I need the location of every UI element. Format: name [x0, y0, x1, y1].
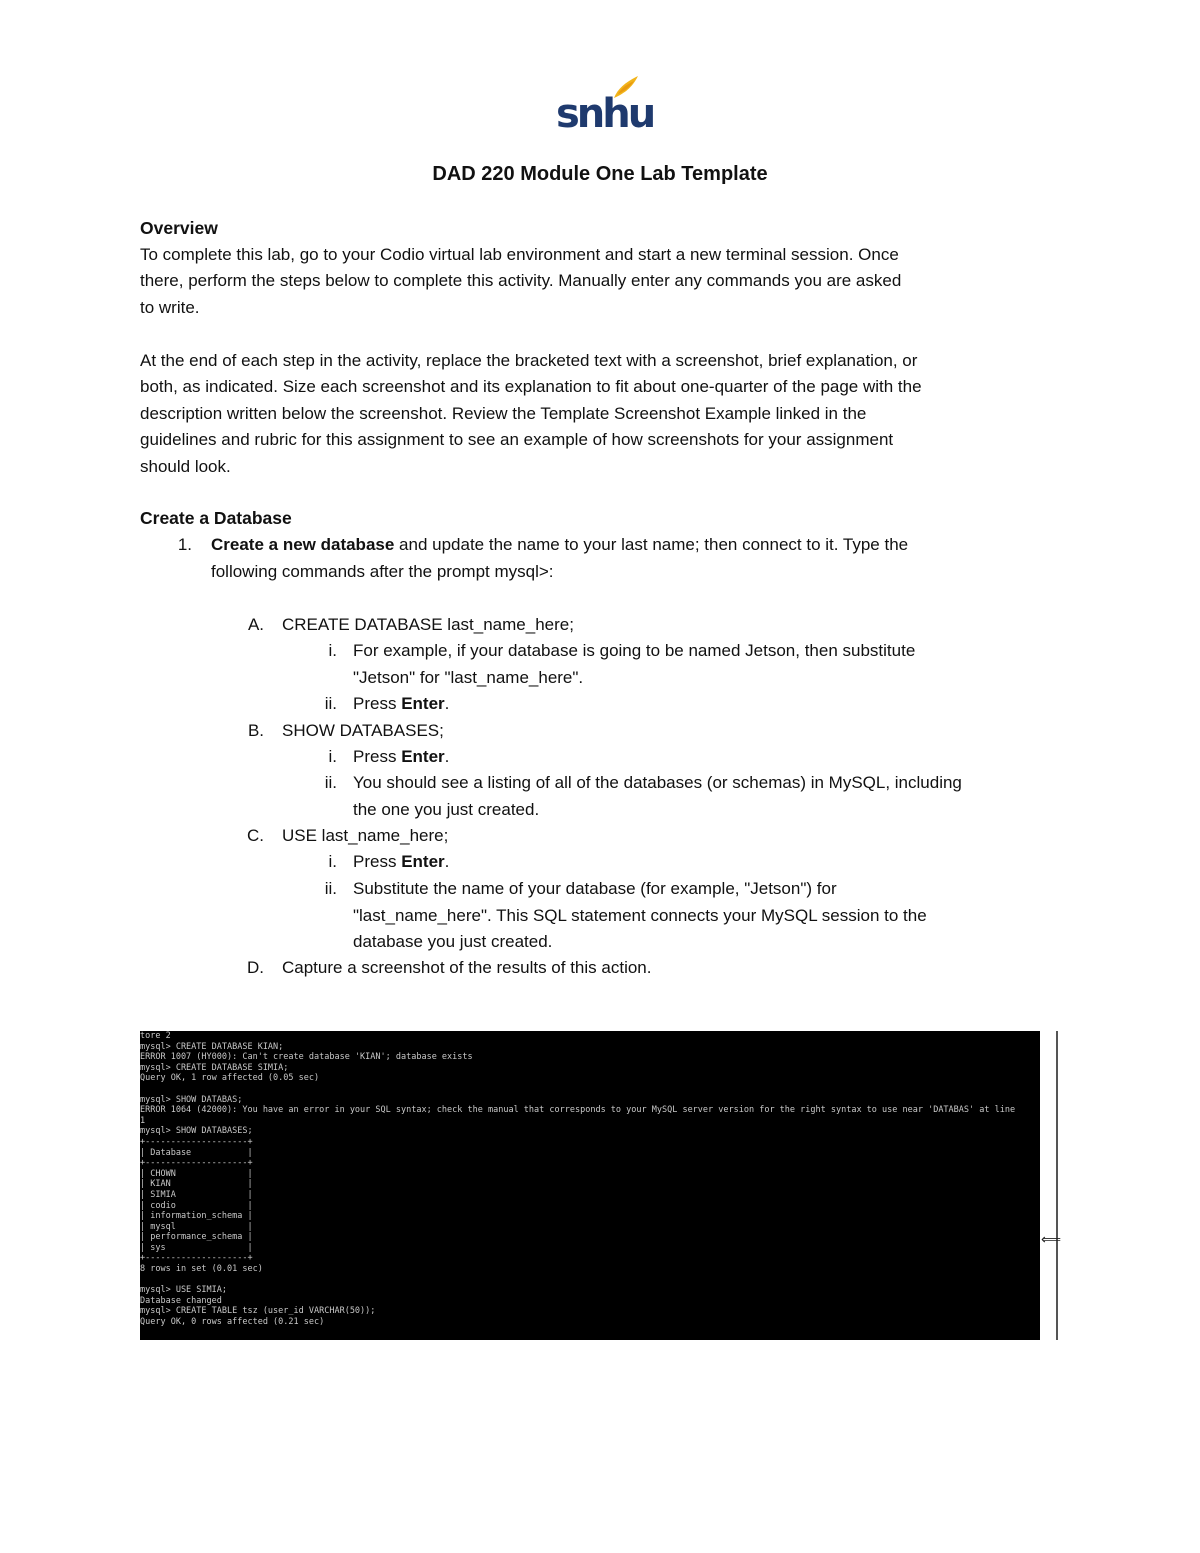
terminal-line: Database changed: [140, 1295, 222, 1306]
substep-d: [240, 955, 1060, 982]
terminal-line: [140, 1275, 1040, 1286]
substep-text: .: [444, 852, 450, 871]
logo-text: snhu: [556, 91, 654, 137]
substep-text: database you just created.: [353, 932, 553, 951]
key-name: Enter: [401, 852, 445, 871]
terminal-line: [140, 1084, 1040, 1095]
terminal-line: mysql> CREATE DATABASE KIAN;: [140, 1041, 284, 1052]
terminal-line: mysql> SHOW DATABASES;: [140, 1126, 253, 1137]
terminal-screenshot: [140, 1031, 1040, 1340]
substep-a-i: [305, 638, 1065, 691]
substep-label: i.: [328, 641, 337, 660]
substep-label: B.: [247, 721, 264, 740]
resize-handle-icon[interactable]: ⟸: [1041, 1232, 1062, 1248]
substep-label: D.: [247, 958, 264, 977]
substep-b-i: [305, 744, 1065, 771]
terminal-line: 1: [140, 1115, 146, 1126]
step-1: [170, 532, 1050, 585]
terminal-line: tore 2: [140, 1031, 171, 1041]
snhu-logo: [556, 72, 654, 137]
terminal-line: | mysql |: [140, 1221, 253, 1232]
substep-text: Press: [353, 694, 402, 713]
substep-text: CREATE DATABASE last_name_here;: [282, 615, 574, 634]
substep-label: A.: [247, 615, 264, 634]
substep-b: [240, 718, 1060, 745]
substep-text: Capture a screenshot of the results of this action.: [282, 958, 652, 977]
substep-label: i.: [328, 747, 337, 766]
overview-para1-line: To complete this lab, go to your Codio virtual lab environment and start a new terminal session. Once: [140, 244, 899, 264]
terminal-line: mysql> USE SIMIA;: [140, 1285, 227, 1296]
substep-a: [240, 612, 1060, 639]
overview-heading: Overview: [140, 218, 218, 238]
section-heading: Create a Database: [140, 508, 292, 528]
substep-label: i.: [328, 852, 337, 871]
overview-para2-line: should look.: [140, 456, 231, 476]
terminal-line: | sys |: [140, 1242, 253, 1253]
step-text: following commands after the prompt mysql>:: [211, 561, 554, 581]
substep-label: C.: [247, 826, 264, 845]
step-bold: Create a new database: [211, 535, 395, 554]
step-text: and update the name to your last name; then connect to it. Type the: [394, 535, 909, 554]
image-border: [1056, 1031, 1058, 1340]
substep-text: "last_name_here". This SQL statement connects your MySQL session to the: [353, 905, 927, 925]
substep-label: ii.: [324, 879, 337, 898]
terminal-line: Query OK, 1 row affected (0.05 sec): [140, 1073, 320, 1084]
substep-text: "Jetson" for "last_name_here".: [353, 667, 584, 687]
substep-text: the one you just created.: [353, 799, 540, 819]
substep-label: ii.: [324, 773, 337, 792]
substep-c-i: [305, 849, 1065, 876]
terminal-line: mysql> SHOW DATABAS;: [140, 1094, 243, 1105]
terminal-line: | SIMIA |: [140, 1189, 253, 1200]
terminal-line: mysql> CREATE DATABASE SIMIA;: [140, 1062, 289, 1073]
substep-text: You should see a listing of all of the databases (or schemas) in MySQL, including: [353, 773, 962, 792]
create-database-heading: [140, 505, 1070, 532]
substep-text: Substitute the name of your database (for example, "Jetson") for: [353, 879, 837, 898]
substep-label: ii.: [324, 694, 337, 713]
terminal-line: | information_schema |: [140, 1211, 253, 1222]
overview-para2-line: guidelines and rubric for this assignment to see an example of how screenshots for your assignment: [140, 430, 894, 449]
substep-text: For example, if your database is going to be named Jetson, then substitute: [353, 641, 916, 660]
substep-text: Press: [353, 747, 402, 766]
substep-a-ii: [305, 691, 1065, 718]
substep-text: .: [444, 694, 450, 713]
overview-para1-line: there, perform the steps below to complete this activity. Manually enter any commands you are asked: [140, 271, 902, 290]
key-name: Enter: [401, 694, 445, 713]
terminal-line: 8 rows in set (0.01 sec): [140, 1264, 263, 1275]
overview-para2-line: both, as indicated. Size each screenshot and its explanation to fit about one-quarter of the page with the: [140, 377, 922, 396]
terminal-line: | performance_schema |: [140, 1232, 253, 1243]
substep-text: SHOW DATABASES;: [282, 721, 444, 740]
key-name: Enter: [401, 747, 445, 766]
terminal-line: | CHOWN |: [140, 1168, 253, 1179]
overview-para2-line: description written below the screenshot. Review the Template Screenshot Example linked in the: [140, 403, 867, 423]
substep-b-ii: [305, 770, 1065, 823]
terminal-line: +--------------------+: [140, 1136, 253, 1147]
terminal-line: +--------------------+: [140, 1158, 253, 1169]
terminal-line: | codio |: [140, 1200, 253, 1211]
substep-text: .: [444, 747, 450, 766]
terminal-line: | Database |: [140, 1147, 253, 1158]
terminal-line: Query OK, 0 rows affected (0.21 sec): [140, 1317, 325, 1328]
substep-text: USE last_name_here;: [282, 826, 449, 845]
terminal-line: ERROR 1007 (HY000): Can't create database 'KIAN'; database exists: [140, 1052, 473, 1063]
terminal-line: | KIAN |: [140, 1179, 253, 1190]
overview-section: [140, 215, 1070, 480]
overview-para1-line: to write.: [140, 297, 200, 317]
terminal-line: ERROR 1064 (42000): You have an error in your SQL syntax; check the manual that corresponds to your MySQL server version for the right syntax to use near 'DATABAS' at line: [140, 1105, 1016, 1116]
step-number: 1.: [177, 535, 192, 554]
terminal-line: mysql> CREATE TABLE tsz (user_id VARCHAR(50));: [140, 1306, 376, 1317]
substep-text: Press: [353, 852, 402, 871]
substep-c: [240, 823, 1060, 850]
overview-para2-line: At the end of each step in the activity, replace the bracketed text with a screenshot, brief explanation, or: [140, 350, 918, 370]
terminal-line: +--------------------+: [140, 1253, 253, 1264]
document-title: DAD 220 Module One Lab Template: [432, 163, 768, 185]
substep-c-ii: [305, 876, 1065, 956]
